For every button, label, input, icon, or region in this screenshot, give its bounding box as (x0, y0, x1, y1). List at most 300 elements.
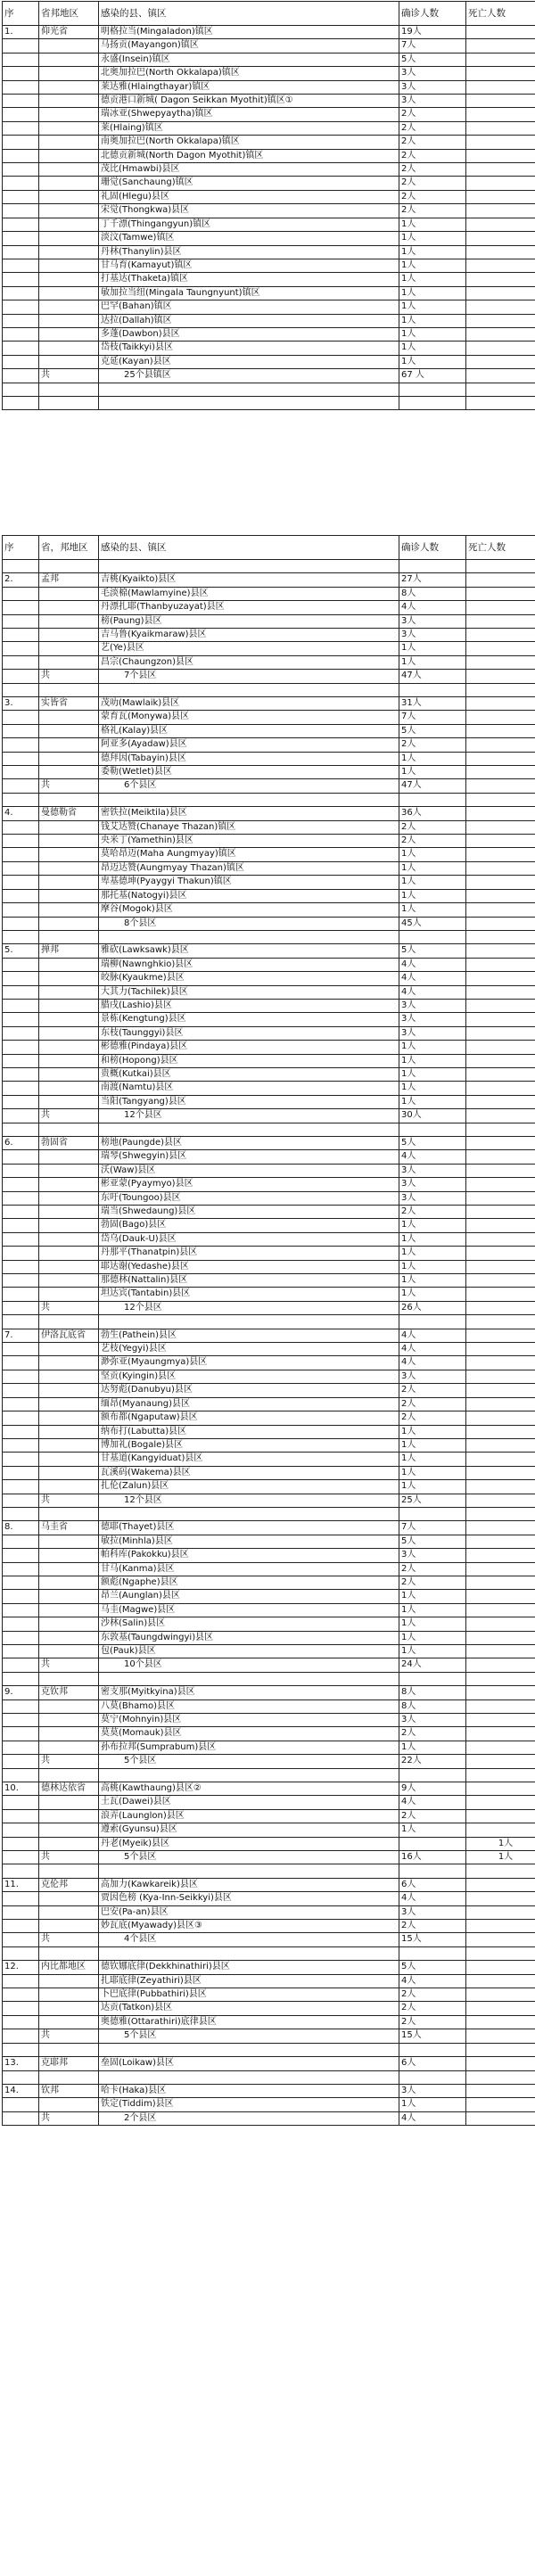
seq-cell (3, 1809, 39, 1823)
region-cell (39, 889, 99, 902)
region-cell (39, 1356, 99, 1370)
region-cell (39, 1590, 99, 1603)
seq-cell (3, 655, 39, 669)
township-cell: 渺弥亚(Myaungmya)县区 (99, 1356, 399, 1370)
township-cell: 卑基德坤(Pyaygyi Thakun)镇区 (99, 876, 399, 889)
region-cell (39, 1438, 99, 1452)
table-row (3, 807, 535, 820)
table-row (3, 614, 535, 628)
empty-cell (39, 683, 99, 696)
table-row (3, 1549, 535, 1562)
confirmed-cell: 1人 (399, 655, 466, 669)
confirmed-cell: 1人 (399, 232, 466, 245)
confirmed-cell: 1人 (399, 1082, 466, 1095)
confirmed-cell: 5人 (399, 944, 466, 958)
total-confirmed: 15人 (399, 2029, 466, 2043)
region-cell (39, 1343, 99, 1356)
table-row (3, 861, 535, 875)
region-cell (39, 1809, 99, 1823)
table-row (3, 136, 535, 149)
region-cell (39, 903, 99, 917)
total-confirmed: 24人 (399, 1658, 466, 1672)
deaths-cell (466, 1453, 535, 1466)
deaths-cell (466, 1549, 535, 1562)
deaths-cell (466, 999, 535, 1012)
spacer-row (3, 1768, 535, 1782)
confirmed-cell: 1人 (399, 1438, 466, 1452)
region-cell (39, 1714, 99, 1727)
township-cell: 淡汶(Tamwe)镇区 (99, 232, 399, 245)
empty-cell (3, 383, 39, 396)
region-cell (39, 711, 99, 724)
region-cell (39, 1178, 99, 1191)
total-deaths (466, 1933, 535, 1946)
township-cell: 达贡(Tatkon)县区 (99, 2002, 399, 2015)
region-cell (39, 355, 99, 368)
deaths-cell (466, 1438, 535, 1452)
confirmed-cell: 2人 (399, 820, 466, 834)
seq-cell (3, 1384, 39, 1397)
empty-cell (466, 2043, 535, 2056)
township-cell: 德贡港口新城( Dagon Seikkan Myothit)镇区① (99, 95, 399, 108)
empty-cell (99, 1946, 399, 1960)
township-cell: 皎脉(Kyaukme)县区 (99, 972, 399, 985)
confirmed-cell: 1人 (399, 1247, 466, 1260)
seq-cell (3, 1164, 39, 1177)
seq-cell (3, 1727, 39, 1741)
township-cell: 丹老(Myeik)县区 (99, 1837, 399, 1850)
table-header-row (3, 536, 535, 560)
confirmed-cell: 9人 (399, 1782, 466, 1796)
region-cell: 伊洛瓦底省 (39, 1329, 99, 1342)
region-cell (39, 2015, 99, 2029)
deaths-cell (466, 1067, 535, 1081)
spacer-row (3, 793, 535, 806)
total-township-count: 7个县区 (99, 670, 399, 683)
table-row (3, 1892, 535, 1905)
empty-cell (3, 1864, 39, 1878)
deaths-cell: 1人 (466, 1837, 535, 1850)
table-row (3, 1727, 535, 1741)
table-row (3, 232, 535, 245)
table-row (3, 587, 535, 600)
region-cell (39, 1150, 99, 1164)
total-township-count: 4个县区 (99, 1933, 399, 1946)
seq-cell: 13. (3, 2057, 39, 2070)
table-row (3, 1206, 535, 1219)
deaths-cell (466, 26, 535, 39)
deaths-cell (466, 108, 535, 121)
empty-cell (3, 1494, 39, 1507)
seq-cell (3, 642, 39, 655)
confirmed-cell: 2人 (399, 2015, 466, 2029)
table-row (3, 1274, 535, 1288)
total-confirmed: 67 人 (399, 369, 466, 383)
township-cell: 甘马(Kanma)县区 (99, 1562, 399, 1576)
table-row (3, 1164, 535, 1177)
region-cell (39, 39, 99, 53)
region-cell (39, 1191, 99, 1205)
spacer-row (3, 1123, 535, 1136)
empty-cell (399, 1672, 466, 1685)
region-cell (39, 1988, 99, 2002)
township-cell: 丹漂扎耶(Thanbyuzayat)县区 (99, 601, 399, 614)
deaths-cell (466, 587, 535, 600)
confirmed-cell: 3人 (399, 1013, 466, 1026)
confirmed-cell: 5人 (399, 724, 466, 737)
deaths-cell (466, 1974, 535, 1988)
seq-cell (3, 1700, 39, 1713)
confirmed-cell: 4人 (399, 1974, 466, 1988)
confirmed-cell: 1人 (399, 876, 466, 889)
empty-cell (99, 396, 399, 409)
empty-cell (3, 1658, 39, 1672)
total-township-count: 2个县区 (99, 2111, 399, 2125)
deaths-cell (466, 1356, 535, 1370)
table-row (3, 1136, 535, 1149)
township-cell: 八莫(Bhamo)县区 (99, 1700, 399, 1713)
empty-cell (99, 683, 399, 696)
confirmed-cell: 1人 (399, 1288, 466, 1301)
deaths-cell (466, 958, 535, 971)
total-confirmed: 30人 (399, 1109, 466, 1123)
deaths-cell (466, 1247, 535, 1260)
deaths-cell (466, 766, 535, 779)
header-seq: 序 (3, 536, 39, 560)
seq-cell (3, 2098, 39, 2111)
empty-cell (3, 917, 39, 930)
seq-cell (3, 1644, 39, 1658)
total-label: 共 (39, 1755, 99, 1768)
total-township-count: 5个县区 (99, 1755, 399, 1768)
deaths-cell (466, 2057, 535, 2070)
empty-cell (39, 1864, 99, 1878)
confirmed-cell: 6人 (399, 2057, 466, 2070)
empty-cell (99, 560, 399, 573)
empty-cell (399, 1768, 466, 1782)
township-cell: 帕科库(Pakokku)县区 (99, 1549, 399, 1562)
region-cell: 钦邦 (39, 2084, 99, 2097)
region-cell (39, 1397, 99, 1411)
region-cell (39, 848, 99, 861)
confirmed-cell: 4人 (399, 972, 466, 985)
township-cell: 孙布拉邦(Sumprabum)县区 (99, 1741, 399, 1754)
seq-cell (3, 711, 39, 724)
confirmed-cell: 1人 (399, 1644, 466, 1658)
region-cell (39, 121, 99, 135)
table-row (3, 629, 535, 642)
confirmed-cell: 1人 (399, 300, 466, 314)
township-cell: 巴罕(Bahan)镇区 (99, 300, 399, 314)
township-cell: 毛淡棉(Mawlamyine)县区 (99, 587, 399, 600)
empty-cell (3, 1301, 39, 1314)
confirmed-cell: 4人 (399, 1150, 466, 1164)
region-cell (39, 1026, 99, 1040)
table-row (3, 985, 535, 999)
township-cell: 央米丁(Yamethin)县区 (99, 835, 399, 848)
deaths-cell (466, 1590, 535, 1603)
table-row (3, 1466, 535, 1479)
table-row (3, 1535, 535, 1548)
township-cell: 那德林(Nattalin)县区 (99, 1274, 399, 1288)
seq-cell (3, 1054, 39, 1067)
township-cell: 铁定(Tiddim)县区 (99, 2098, 399, 2111)
table-row (3, 2015, 535, 2029)
seq-cell (3, 136, 39, 149)
region-cell (39, 1631, 99, 1644)
table-row (3, 697, 535, 711)
township-cell: 莫哈昂迈(Maha Aungmyay)镇区 (99, 848, 399, 861)
empty-cell (3, 1933, 39, 1946)
table-row (3, 642, 535, 655)
seq-cell (3, 1425, 39, 1438)
confirmed-cell: 8人 (399, 1686, 466, 1700)
township-cell: 高桃(Kawthaung)县区② (99, 1782, 399, 1796)
total-label: 共 (39, 670, 99, 683)
region-cell (39, 245, 99, 259)
empty-cell (99, 1315, 399, 1329)
region-cell (39, 655, 99, 669)
region-cell (39, 1219, 99, 1232)
confirmed-cell: 2人 (399, 163, 466, 177)
total-deaths (466, 779, 535, 793)
table-row (3, 190, 535, 203)
deaths-cell (466, 1397, 535, 1411)
township-cell: 南奥加拉巴(North Okkalapa)镇区 (99, 136, 399, 149)
empty-cell (399, 930, 466, 943)
region-cell (39, 601, 99, 614)
confirmed-cell: 2人 (399, 835, 466, 848)
confirmed-cell: 31人 (399, 697, 466, 711)
empty-cell (3, 683, 39, 696)
table-row (3, 1988, 535, 2002)
confirmed-cell: 3人 (399, 1370, 466, 1383)
township-cell: 南渡(Namtu)县区 (99, 1082, 399, 1095)
township-cell: 博加礼(Bogale)县区 (99, 1438, 399, 1452)
confirmed-cell: 2人 (399, 149, 466, 162)
total-row (3, 1933, 535, 1946)
seq-cell (3, 1741, 39, 1754)
deaths-cell (466, 177, 535, 190)
confirmed-cell: 1人 (399, 1232, 466, 1246)
total-township-count: 6个县区 (99, 779, 399, 793)
deaths-cell (466, 2015, 535, 2029)
header-deaths: 死亡人数 (466, 536, 535, 560)
township-cell: 莫莫(Momauk)县区 (99, 1727, 399, 1741)
deaths-cell (466, 1480, 535, 1494)
deaths-cell (466, 807, 535, 820)
table-row (3, 1823, 535, 1837)
township-cell: 瑞琴(Shwegyin)县区 (99, 1150, 399, 1164)
township-cell: 莱(Hlaing)镇区 (99, 121, 399, 135)
empty-cell (39, 396, 99, 409)
seq-cell (3, 177, 39, 190)
confirmed-cell: 2人 (399, 1988, 466, 2002)
confirmed-cell: 2人 (399, 1920, 466, 1933)
seq-cell (3, 286, 39, 300)
region-cell (39, 1480, 99, 1494)
deaths-cell (466, 273, 535, 286)
confirmed-cell: 8人 (399, 587, 466, 600)
total-deaths (466, 917, 535, 930)
township-cell: 德钦娜底律(Dekkhinathiri)县区 (99, 1961, 399, 1974)
seq-cell: 7. (3, 1329, 39, 1342)
confirmed-cell: 4人 (399, 1329, 466, 1342)
empty-cell (99, 2043, 399, 2056)
confirmed-cell: 1人 (399, 342, 466, 355)
region-cell (39, 1425, 99, 1438)
table-row (3, 1150, 535, 1164)
confirmed-cell: 3人 (399, 67, 466, 80)
table-row (3, 752, 535, 765)
region-cell (39, 835, 99, 848)
total-township-count: 8个县区 (99, 917, 399, 930)
seq-cell: 3. (3, 697, 39, 711)
township-cell: 彬德雅(Pindaya)县区 (99, 1041, 399, 1054)
region-cell (39, 1054, 99, 1067)
township-cell: 奥德雅(Ottarathiri)底律县区 (99, 2015, 399, 2029)
confirmed-cell: 3人 (399, 1026, 466, 1040)
region-cell (39, 972, 99, 985)
township-cell: 瑞当(Shwedaung)县区 (99, 1206, 399, 1219)
deaths-cell (466, 1535, 535, 1548)
region-cell (39, 1041, 99, 1054)
empty-cell (3, 369, 39, 383)
region-cell (39, 1013, 99, 1026)
region-cell: 掸邦 (39, 944, 99, 958)
township-cell: 土瓦(Dawei)县区 (99, 1796, 399, 1809)
region-cell (39, 1164, 99, 1177)
seq-cell (3, 1370, 39, 1383)
confirmed-cell: 5人 (399, 1136, 466, 1149)
table-row (3, 1370, 535, 1383)
confirmed-cell: 1人 (399, 1741, 466, 1754)
table-row (3, 1837, 535, 1850)
empty-cell (3, 2111, 39, 2125)
seq-cell: 9. (3, 1686, 39, 1700)
township-cell: 甘基道(Kangyiduat)县区 (99, 1453, 399, 1466)
deaths-cell (466, 1823, 535, 1837)
table-row (3, 944, 535, 958)
table-row (3, 177, 535, 190)
deaths-cell (466, 163, 535, 177)
region-cell (39, 1617, 99, 1631)
deaths-cell (466, 1782, 535, 1796)
spacer-row (3, 383, 535, 396)
seq-cell (3, 614, 39, 628)
seq-cell (3, 1617, 39, 1631)
table-row (3, 1013, 535, 1026)
region-cell (39, 629, 99, 642)
total-row (3, 670, 535, 683)
table-row (3, 573, 535, 587)
confirmed-cell: 1人 (399, 2098, 466, 2111)
township-cell: 卜巴底律(Pubbathiri)县区 (99, 1988, 399, 2002)
township-cell: 格礼(Kalay)县区 (99, 724, 399, 737)
deaths-cell (466, 1343, 535, 1356)
seq-cell (3, 163, 39, 177)
empty-cell (39, 2043, 99, 2056)
total-label: 共 (39, 1933, 99, 1946)
table-row (3, 1095, 535, 1108)
total-deaths (466, 1494, 535, 1507)
region-cell (39, 259, 99, 272)
township-cell: 德拜因(Tabayin)县区 (99, 752, 399, 765)
region-cell (39, 327, 99, 341)
deaths-cell (466, 1191, 535, 1205)
deaths-cell (466, 1700, 535, 1713)
seq-cell (3, 1535, 39, 1548)
seq-cell: 12. (3, 1961, 39, 1974)
total-label: 共 (39, 1301, 99, 1314)
seq-cell (3, 1714, 39, 1727)
table-row (3, 1260, 535, 1273)
total-deaths: 1人 (466, 1851, 535, 1864)
confirmed-cell: 4人 (399, 958, 466, 971)
township-cell: 岱乌(Dauk-U)县区 (99, 1232, 399, 1246)
seq-cell (3, 876, 39, 889)
confirmed-cell: 1人 (399, 1617, 466, 1631)
total-township-count: 5个县区 (99, 1851, 399, 1864)
confirmed-cell: 1人 (399, 1041, 466, 1054)
deaths-cell (466, 573, 535, 587)
deaths-cell (466, 1686, 535, 1700)
deaths-cell (466, 655, 535, 669)
table-row (3, 1480, 535, 1494)
confirmed-cell: 3人 (399, 999, 466, 1012)
region-cell (39, 1260, 99, 1273)
total-label: 共 (39, 2111, 99, 2125)
seq-cell (3, 999, 39, 1012)
region-cell (39, 1644, 99, 1658)
table-row (3, 1356, 535, 1370)
table-row (3, 972, 535, 985)
township-cell: 景栋(Kengtung)县区 (99, 1013, 399, 1026)
deaths-cell (466, 1026, 535, 1040)
confirmed-cell: 1人 (399, 1274, 466, 1288)
region-cell (39, 1232, 99, 1246)
deaths-cell (466, 2084, 535, 2097)
seq-cell: 8. (3, 1521, 39, 1535)
empty-cell (39, 560, 99, 573)
region-cell (39, 108, 99, 121)
region-cell (39, 876, 99, 889)
deaths-cell (466, 1206, 535, 1219)
table-row (3, 724, 535, 737)
seq-cell (3, 1260, 39, 1273)
deaths-cell (466, 136, 535, 149)
total-label: 共 (39, 2029, 99, 2043)
deaths-cell (466, 1232, 535, 1246)
total-label: 共 (39, 779, 99, 793)
deaths-cell (466, 314, 535, 327)
table-row (3, 39, 535, 53)
empty-cell (399, 1507, 466, 1520)
table-row (3, 1041, 535, 1054)
deaths-cell (466, 149, 535, 162)
table-row (3, 149, 535, 162)
confirmed-cell: 1人 (399, 1453, 466, 1466)
seq-cell (3, 1549, 39, 1562)
deaths-cell (466, 327, 535, 341)
deaths-cell (466, 1178, 535, 1191)
township-cell: 北奥加拉巴(North Okkalapa)镇区 (99, 67, 399, 80)
deaths-cell (466, 1603, 535, 1617)
deaths-cell (466, 300, 535, 314)
confirmed-cell: 4人 (399, 601, 466, 614)
table-row (3, 300, 535, 314)
deaths-cell (466, 1727, 535, 1741)
